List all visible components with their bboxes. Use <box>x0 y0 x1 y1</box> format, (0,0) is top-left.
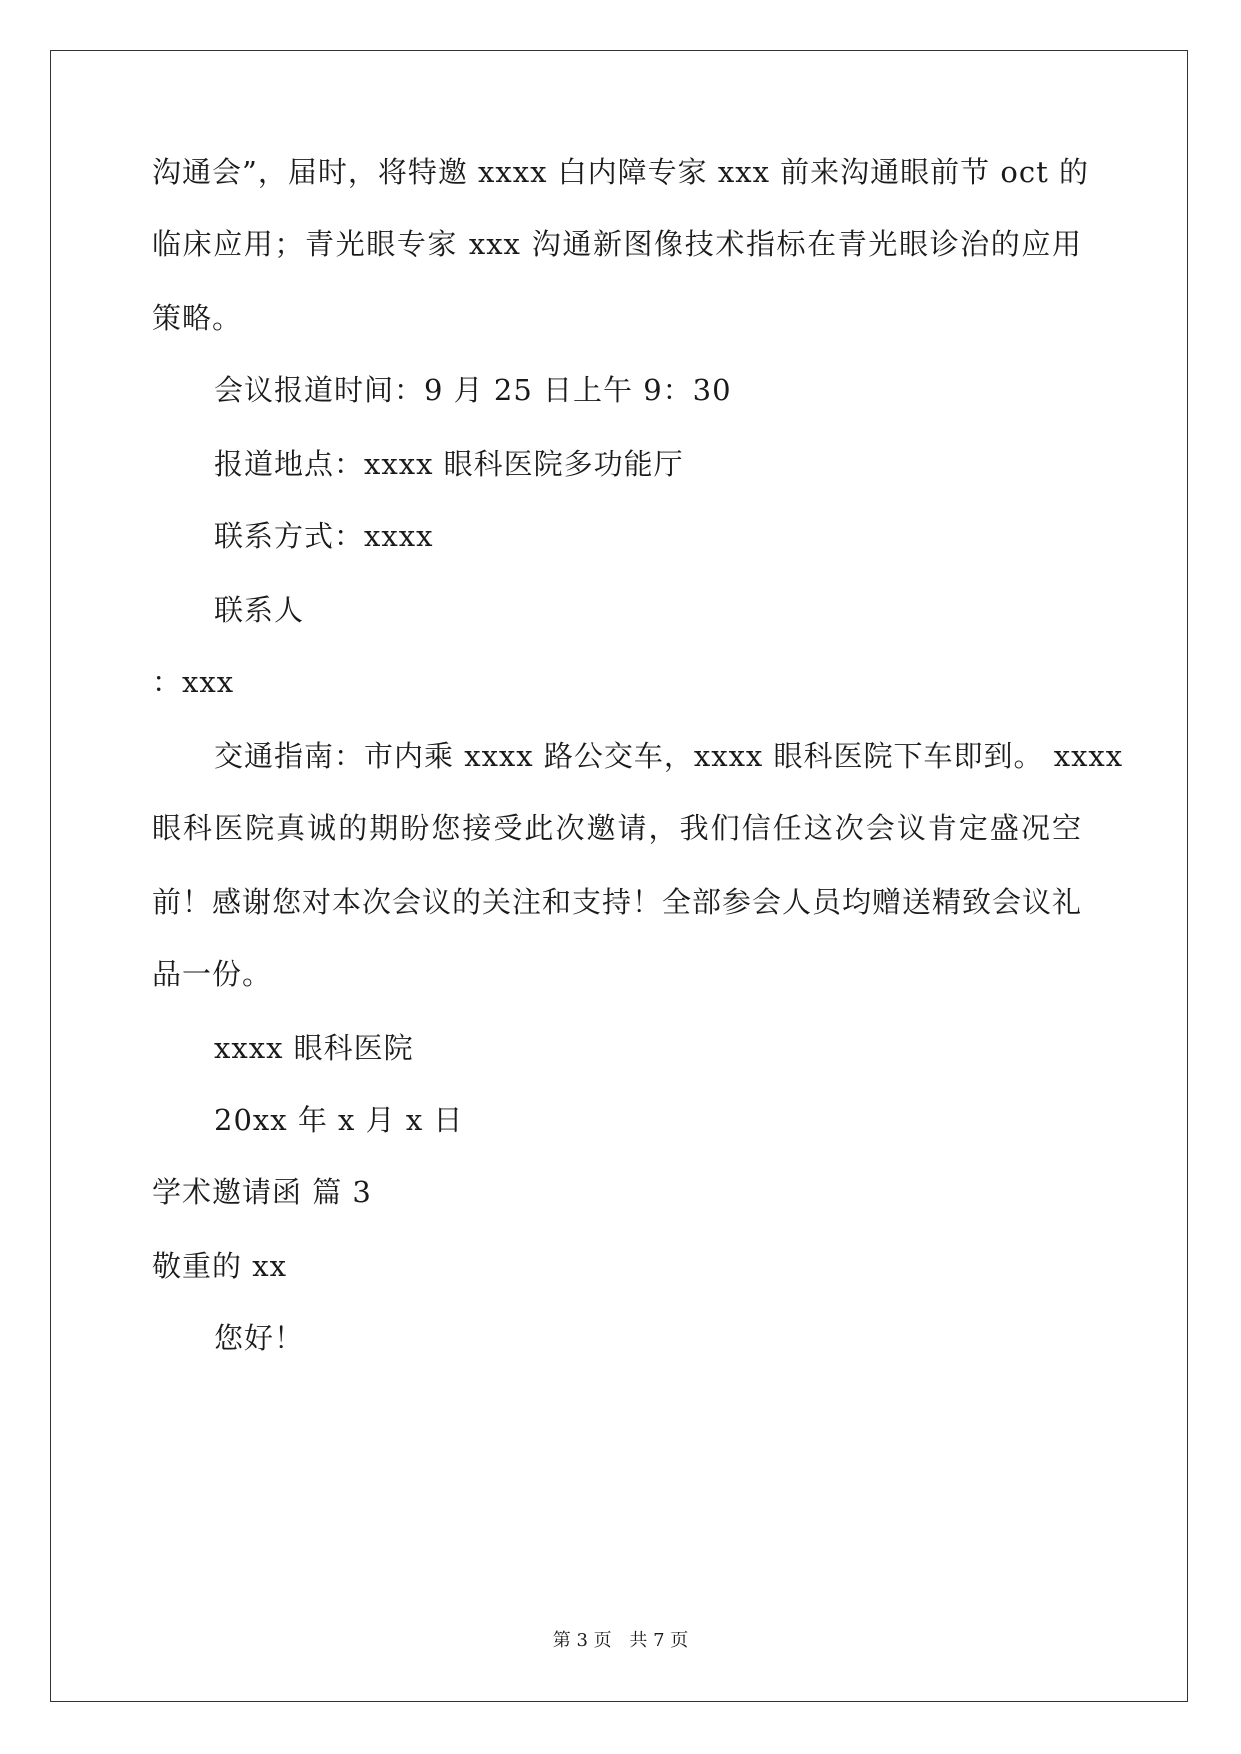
report-time: 会议报道时间：9 月 25 日上午 9：30 <box>214 373 732 407</box>
paragraph-2-line-1: 交通指南：市内乘 xxxx 路公交车，xxxx 眼科医院下车即到。 xxxx <box>214 739 1124 773</box>
contact-person-label: 联系人 <box>214 593 305 627</box>
report-place: 报道地点：xxxx 眼科医院多功能厅 <box>214 447 684 481</box>
greeting: 您好！ <box>214 1321 305 1355</box>
paragraph-2-line-4: 品一份。 <box>152 957 273 991</box>
contact-method: 联系方式：xxxx <box>214 519 434 553</box>
paragraph-1-line-3: 策略。 <box>152 301 243 335</box>
section-title: 学术邀请函 篇 3 <box>152 1175 372 1209</box>
signature-date: 20xx 年 x 月 x 日 <box>214 1103 464 1137</box>
salutation: 敬重的 xx <box>152 1249 287 1283</box>
contact-person-value: ：xxx <box>152 665 235 699</box>
paragraph-2-line-2: 眼科医院真诚的期盼您接受此次邀请，我们信任这次会议肯定盛况空 <box>152 811 1082 845</box>
page-frame <box>50 50 1188 1702</box>
page-footer <box>0 1630 1241 1652</box>
page-number-total: 共 7 页 <box>629 1630 689 1651</box>
signature-org: xxxx 眼科医院 <box>214 1031 414 1065</box>
paragraph-2-line-3: 前！感谢您对本次会议的关注和支持！全部参会人员均赠送精致会议礼 <box>152 885 1083 919</box>
paragraph-1-line-2: 临床应用；青光眼专家 xxx 沟通新图像技术指标在青光眼诊治的应用 <box>152 227 1082 261</box>
paragraph-1-line-1: 沟通会”，届时，将特邀 xxxx 白内障专家 xxx 前来沟通眼前节 oct 的 <box>152 155 1089 189</box>
page-number-current: 第 3 页 <box>552 1630 612 1651</box>
